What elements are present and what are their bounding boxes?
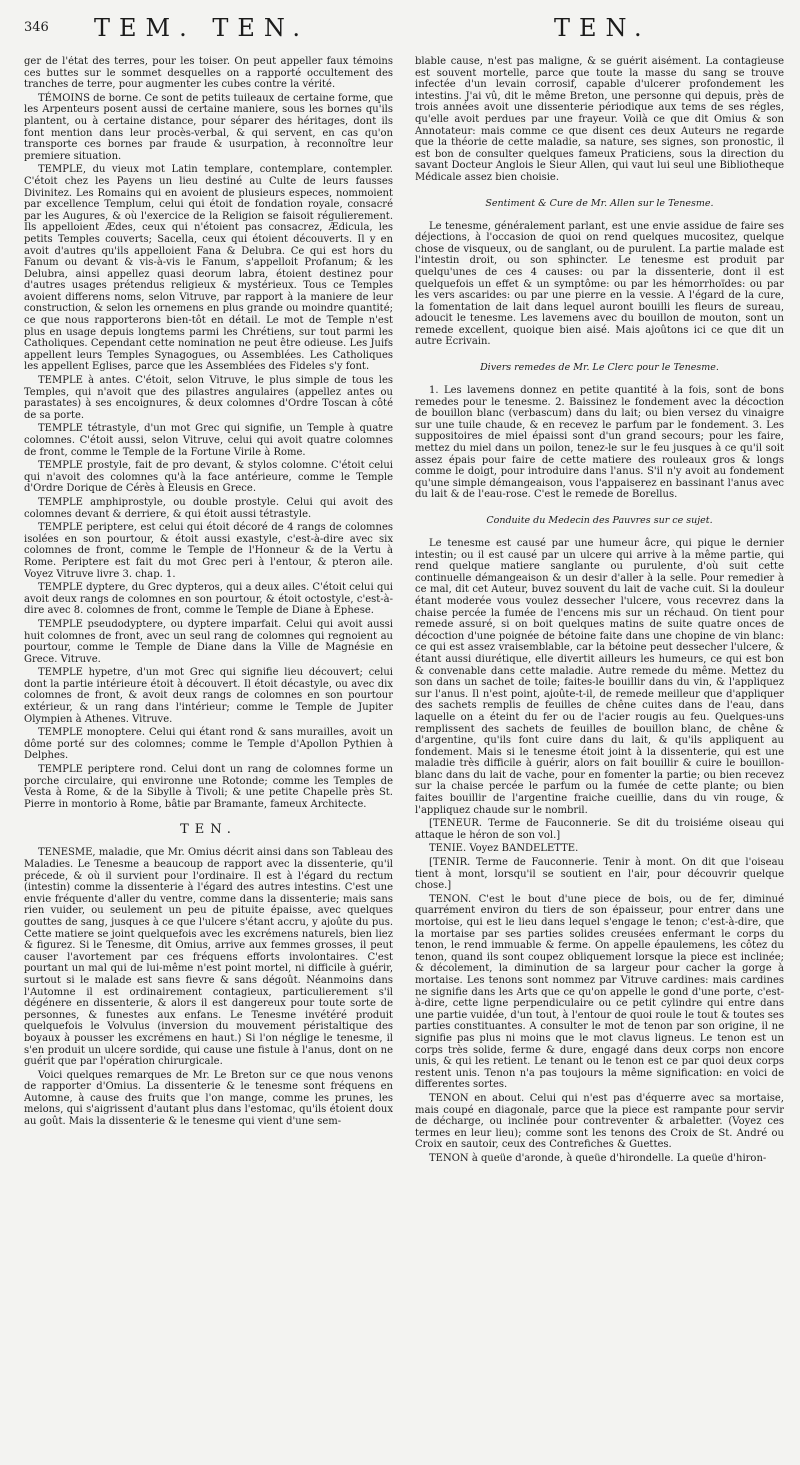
entry-temple-periptere-rond: TEMPLE periptere rond. Celui dont un rang de colomnes forme un porche circulaire, qui environne une Rotonde; comme les Temples de Vesta à Rome, & de la Sibylle à Tivoli; & une petite Chapelle près St. Pierre in montorio à Rome, bâtie par Bramante, fameux Architecte. — [24, 764, 393, 810]
entry-tenir: [TENIR. Terme de Fauconnerie. Tenir à mont. On dit que l'oiseau tient à mont, lorsqu'il se soutient en l'air, pour découvrir quelque chose.] — [415, 857, 784, 892]
right-column — [415, 56, 784, 1453]
running-head-right: TEN. — [554, 14, 651, 42]
entry-temoins-de-borne: TÉMOINS de borne. Ce sont de petits tuileaux de certaine forme, que les Arpenteurs posent aussi de certaine maniere, sous les bornes qu'ils plantent, ou à certaine distance, pour séparer des héritages, dont ils font mention dans leur procès-verbal, & qui servent, en cas qu'on transporte ces bornes par fraude & usurpation, à reconnoître leur premiere situation. — [24, 92, 393, 162]
entry-temple-prostyle: TEMPLE prostyle, fait de pro devant, & stylos colomne. C'étoit celui qui n'avoit des colomnes qu'à la face antérieure, comme le Temple d'Ordre Dorique de Cérès à Eleusis en Grece. — [24, 460, 393, 495]
subheading-le-clerc: Divers remedes de Mr. Le Clerc pour le Tenesme. — [480, 362, 719, 374]
paragraph-le-clerc-remedies: 1. Les lavemens donnez en petite quantité à la fois, sont de bons remedes pour le tenesme. 2. Baissinez le fondement avec la décoction de bouillon blanc (verbascum) dans du lait; ou bien versez du vinaigre sur une tuile chaude, & en recevez le parfum par le fondement. 3. Les suppositoires de miel épaissi sont d'un grand secours; pour les faire, mettez du miel dans un poilon, tenez-le sur le feu jusques à ce qu'il soit assez épais pour faire de cette matiere des rouleaux gros & longs comme le doigt, pour introduire dans l'anus. S'il n'y avoit au fondement qu'une simple démangeaison, vous l'appaiserez en bassinant l'anus avec du lait & de l'eau-rose. C'est le remede de Borellus. — [415, 385, 784, 501]
entry-temple-pseudodyptere: TEMPLE pseudodyptere, ou dyptere imparfait. Celui qui avoit aussi huit colomnes de front, avec un seul rang de colomnes qui regnoient au pourtour, comme le Temple de Diane dans la Ville de Magnésie en Grece. Vitruve. — [24, 618, 393, 665]
paragraph-tenesme-continued: blable cause, n'est pas maligne, & se guérit aisément. La contagieuse est souvent mortelle, parce que toute la masse du sang se trouve infectée d'un levain corrosif, capable d'ulcerer profondement les intestins. J'ai vû, dit le même Breton, une personne qui depuis, près de trois années avoit une dissenterie périodique aux tems de ses régles, qu'elle avoit perdues par une frayeur. Voilà ce que dit Omius & son Annotateur: mais comme ce que disent ces deux Auteurs ne regarde que la théorie de cette maladie, sa nature, ses signes, son pronostic, il est bon de consulter quelques fameux Praticiens, sous la direction du savant Docteur Anglois le Sieur Allen, qui vaut lui seul une Bibliotheque Médicale assez bien choisie. — [415, 56, 784, 183]
running-head-left: TEM. TEN. — [94, 14, 309, 42]
page-number: 346 — [24, 20, 49, 35]
entry-temple-periptere: TEMPLE periptere, est celui qui étoit décoré de 4 rangs de colomnes isolées en son pourtour, & étoit aussi exastyle, c'est-à-dire avec six colomnes de front, comme le Temple de l'Honneur & de la Vertu à Rome. Periptere est fait du mot Grec peri à l'entour, & pteron aile. Voyez Vitruve livre 3. chap. 1. — [24, 522, 393, 580]
entry-tenon: TENON. C'est le bout d'une piece de bois, ou de fer, diminué quarrément environ du tiers de son épaisseur, pour entrer dans une mortoise, qui est le lieu dans lequel s'engage le tenon; c'est-à-dire, que la mortaise par ses parties solides creusées enfermant le corps du tenon, le rend immuable & ferme. On appelle épaulemens, les côtez du tenon, quand ils sont coupez obliquement lorsque la piece est inclinée; & décolement, la diminution de sa largeur pour cacher la gorge à mortaise. Les tenons sont nommez par Vitruve cardines: mais cardines ne signifie dans les Arts que ce qu'on appelle le gond d'une porte, c'est-à-dire, cette ligne perpendiculaire ou ce petit cylindre qui entre dans une partie vuidée, d'un tout, à l'entour de quoi roule le tout & toutes ses parties constituantes. A consulter le mot de tenon par son origine, il ne signifie pas plus ni moins que le mot clavus ligneus. Le tenon est un corps très solide, ferme & dure, engagé dans deux corps non encore unis, & qui les retient. Le tenant ou le tenon est ce par quoi deux corps restent unis. Tenon n'a pas toujours la même signification: en voici de differentes sortes. — [415, 893, 784, 1091]
subheading-allen: Sentiment & Cure de Mr. Allen sur le Tenesme. — [485, 197, 714, 209]
entry-temple-a-antes: TEMPLE à antes. C'étoit, selon Vitruve, le plus simple de tous les Temples, qui n'avoit que des pilastres angulaires (appellez antes ou parastates) à ses encoignures, & deux colomnes d'Ordre Toscan à côté de sa porte. — [24, 375, 393, 421]
paragraph-medecin-des-pauvres: Le tenesme est causé par une humeur âcre, qui pique le dernier intestin; ou il est causé par un ulcere qui arrive à la même partie, qui rend quelque matiere sanglante ou purulente, d'où suit cette continuelle démangeaison & un desir d'aller à la selle. Pour remedier à ce mal, dit cet Auteur, buvez souvent du lait de vache cuit. Si la douleur étant moderée vous voulez dessecher l'ulcere, vous recevrez dans la chaise percée la fumée de l'encens mis sur un réchaud. On tient pour remede assuré, si on boit quelques matins de suite quatre onces de décoction d'une poignée de bétoine faite dans une chopine de vin blanc: ce qui est assez vraisemblable, car la bétoine peut dessecher l'ulcere, & étant aussi diurétique, elle divertit ailleurs les humeurs, ce qui est bon & convenable dans cette maladie. Autre remede du même. Mettez du son dans un sachet de toile; faites-le bouillir dans du vin, & l'appliquez sur l'anus. Il n'est point, ajoûte-t-il, de remede meilleur que d'appliquer des sachets remplis de feuilles de chêne cuites dans de l'eau, dans laquelle on a éteint du fer ou de l'acier rougis au feu. Quelques-uns remplissent des sachets de feuilles de bouillon blanc, de chêne & d'argentine, qu'ils font cuire dans du lait, & qu'ils appliquent au fondement. Mais si le tenesme étoit joint à la dissenterie, qui est une maladie très difficile à guérir, alors on fait bouillir & cuire le bouillon-blanc dans du lait de vache, pour en fomenter la partie; ou bien recevez sur la chaise percée le parfum ou la fumée de cette plante; ou bien faites bouillir de l'argentine fraiche cueillie, dans du vin rouge, & l'appliquez chaude sur le nombril. — [415, 538, 784, 816]
entry-temple-tetrastyle: TEMPLE tétrastyle, d'un mot Grec qui signifie, un Temple à quatre colomnes. C'étoit aussi, selon Vitruve, celui qui avoit quatre colomnes de front, comme le Temple de la Fortune Virile à Rome. — [24, 423, 393, 458]
entry-tenon-a-queue-d-aronde: TENON à queüe d'aronde, à queüe d'hirondelle. La queüe d'hiron- — [429, 1152, 767, 1164]
entry-temple-dyptere: TEMPLE dyptere, du Grec dypteros, qui a deux ailes. C'étoit celui qui avoit deux rangs de colomnes en son pourtour, & étoit octostyle, c'est-à-dire avec 8. colomnes de front, comme le Temple de Diane à Ephese. — [24, 582, 393, 617]
paragraph-le-breton-remarks: Voici quelques remarques de Mr. Le Breton sur ce que nous venons de rapporter d'Omius. La dissenterie & le tenesme sont fréquens en Automne, à cause des fruits que l'on mange, comme les prunes, les melons, qui s'aigrissent d'autant plus dans l'estomac, qu'ils étoient doux au goût. Mais la dissenterie & le tenesme qui vient d'une sem- — [24, 1069, 393, 1128]
section-heading-ten: TEN. — [180, 822, 237, 838]
entry-temple: TEMPLE, du vieux mot Latin templare, contemplare, contempler. C'étoit chez les Payens un lieu destiné au Culte de leurs fausses Divinitez. Les Romains qui en avoient de plusieurs especes, nommoient par excellence Templum, celui qui étoit de fondation royale, consacré par les Augures, & où l'exercice de la Religion se faisoit régulierement. Ils appelloient Ædes, ceux qui n'étoient pas consacrez, Ædicula, les petits Temples couverts; Sacella, ceux qui étoient découverts. Il y en avoit d'autres qu'ils appelloient Fana & Delubra. Ce qui est hors du Fanum ou devant & vis-à-vis le Fanum, s'appelloit Profanum; & les Delubra, ainsi appellez quasi deorum labra, étoient destinez pour d'autres usages prétendus religieux & mystérieux. Tous ce Temples avoient differens noms, selon Vitruve, par rapport à la maniere de leur construction, & selon les ornemens en plus grande ou moindre quantité; ce que nous rapporterons bien-tôt en détail. Le mot de Temple n'est plus en usage depuis longtems parmi les Chrétiens, sur tout parmi les Catholiques. Cependant cette nomination ne peut être odieuse. Les Juifs appellent leurs Temples Synagogues, ou Assemblées. Les Catholiques les appellent Eglises, parce que les Assemblées des Fideles s'y font. — [24, 164, 393, 373]
entry-temple-amphiprostyle: TEMPLE amphiprostyle, ou double prostyle. Celui qui avoit des colomnes devant & derriere, & qui étoit aussi tétrastyle. — [24, 496, 393, 520]
paragraph-temoins-continued: ger de l'état des terres, pour les toiser. On peut appeller faux témoins ces buttes sur le sommet desquelles on a rapporté occultement des tranches de terre, pour augmenter les cubes contre la vérité. — [24, 56, 393, 91]
subheading-medecin-des-pauvres: Conduite du Medecin des Pauvres sur ce sujet. — [486, 515, 713, 526]
left-column — [24, 56, 393, 1453]
paragraph-allen-cure: Le tenesme, généralement parlant, est une envie assidue de faire ses déjections, à l'occasion de quoi on rend quelques mucositez, quelque chose de visqueux, ou de sanglant, ou de purulent. La partie malade est l'intestin droit, ou son sphincter. Le tenesme est produit par quelqu'unes de ces 4 causes: ou par la dissenterie, dont il est quelquefois un effet & un symptôme: ou par les hémorrhoïdes: ou par les vers ascarides: ou par une pierre en la vessie. A l'égard de la cure, la fomentation de lait dans lequel auront bouilli les fleurs de sureau, adoucit le tenesme. Les lavemens avec du bouillon de mouton, sont un remede excellent, quoique bien aisé. Mais ajoûtons ici ce que dit un autre Ecrivain. — [415, 220, 784, 348]
entry-teneur: [TENEUR. Terme de Fauconnerie. Se dit du troisiéme oiseau qui attaque le héron de son vol.] — [415, 818, 784, 841]
entry-tenesme: TENESME, maladie, que Mr. Omius décrit ainsi dans son Tableau des Maladies. Le Tenesme a beaucoup de rapport avec la dissenterie, qu'il précede, & où il survient pour l'ordinaire. Il est à l'égard du rectum (intestin) comme la dissenterie à l'égard des autres intestins. C'est une envie fréquente d'aller du ventre, comme dans la dissenterie; mais sans rien vuider, ou seulement un peu de pituite épaisse, avec quelques gouttes de sang, jusques à ce que l'ulcere s'étant accru, y ajoûte du pus. Cette matiere se joint quelquefois avec les excrémens naturels, bien liez & figurez. Si le Tenesme, dit Omius, arrive aux femmes grosses, il peut causer l'avortement par ces fréquens efforts involontaires. C'est pourtant un mal qui de lui-même n'est point mortel, ni difficile à guérir, surtout si le malade est sans fievre & sans dégoût. Néanmoins dans l'Automne il est ordinairement contagieux, particulierement s'il dégénere en dissenterie, & alors il est dangereux pour toute sorte de personnes, & funestes aux enfans. Le Tenesme invétéré produit quelquefois le Volvulus (inversion du mouvement péristaltique des boyaux à pousser les excrémens en haut.) Si l'on néglige le tenesme, il s'en produit un ulcere sordide, qui cause une fistule à l'anus, dont on ne guérit que par l'opération chirurgicale. — [24, 847, 393, 1068]
entry-temple-hypetre: TEMPLE hypetre, d'un mot Grec qui signifie lieu découvert; celui dont la partie intérieure étoit à découvert. Il étoit décastyle, ou avec dix colomnes de front, & avoit deux rangs de colomnes en son pourtour extérieur, & un rang dans l'intérieur; comme le Temple de Jupiter Olympien à Athenes. Vitruve. — [24, 667, 393, 725]
entry-tenie: TENIE. Voyez BANDELETTE. — [429, 843, 579, 855]
entry-temple-monoptere: TEMPLE monoptere. Celui qui étant rond & sans murailles, avoit un dôme porté sur des colomnes; comme le Temple d'Apollon Pythien à Delphes. — [24, 727, 393, 762]
entry-tenon-en-about: TENON en about. Celui qui n'est pas d'équerre avec sa mortaise, mais coupé en diagonale, parce que la piece est rampante pour servir de décharge, ou inclinée pour contreventer & arbaletter. (Voyez ces termes en leur lieu); comme sont les tenons des Croix de St. André ou Croix en sautoir, ceux des Contrefiches & Guettes. — [415, 1092, 784, 1151]
page-header — [24, 14, 776, 48]
